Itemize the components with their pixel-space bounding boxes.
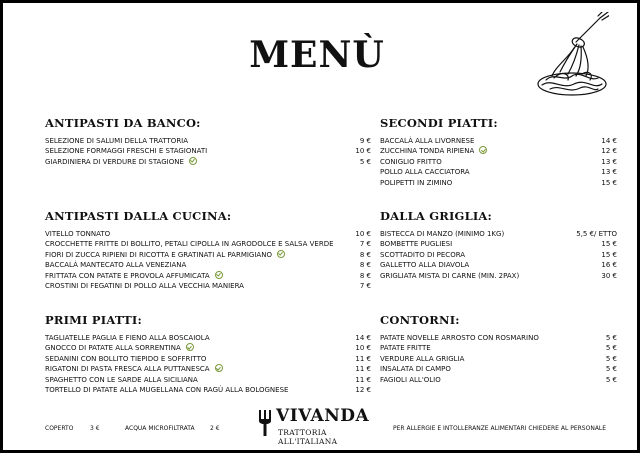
acqua-label: ACQUA MICROFILTRATA	[125, 425, 195, 432]
menu-item-price: 15 €	[601, 250, 617, 259]
menu-item-price: 5 €	[605, 334, 617, 342]
menu-item-price: 11 €	[355, 375, 371, 384]
fork-icon	[258, 410, 272, 436]
section-title: ANTIPASTI DA BANCO:	[45, 116, 201, 130]
menu-item-name	[380, 250, 465, 260]
menu-item	[380, 343, 617, 353]
menu-item-price: 8 €	[359, 250, 371, 259]
menu-item	[45, 281, 371, 291]
menu-item-price: 12 €	[355, 385, 371, 394]
menu-item-price: 5 €	[605, 344, 617, 353]
menu-item-label: GNOCCO DI PATATE ALLA SORRENTINA	[45, 344, 181, 353]
menu-item	[380, 229, 617, 239]
menu-item	[45, 250, 371, 260]
menu-item	[380, 271, 617, 281]
menu-item-price: 5 €	[605, 354, 617, 363]
menu-item-price: 10 €	[355, 344, 371, 353]
menu-item	[45, 375, 371, 385]
leaf-check-icon	[186, 343, 194, 351]
menu-item-name	[45, 343, 194, 353]
menu-item	[45, 146, 371, 156]
menu-item-price: 14 €	[601, 137, 617, 145]
menu-item-label: VITELLO TONNATO	[45, 230, 111, 238]
logo-name: VIVANDA	[276, 406, 370, 426]
leaf-check-icon	[189, 157, 197, 165]
menu-item	[380, 167, 617, 177]
acqua-price: 2 €	[210, 425, 220, 432]
menu-item-label: TAGLIATELLE PAGLIA E FIENO ALLA BOSCAIOLA	[45, 334, 210, 342]
menu-item-price: 13 €	[601, 168, 617, 177]
menu-item-name	[45, 157, 197, 167]
menu-item-name	[45, 271, 223, 281]
menu-item	[45, 333, 371, 343]
coperto-price: 3 €	[90, 425, 100, 432]
menu-item-name	[380, 333, 539, 343]
menu-item-label: CROCCHETTE FRITTE DI BOLLITO, PETALI CIPOLLA IN AGRODOLCE E SALSA VERDE	[45, 240, 334, 249]
menu-item	[380, 333, 617, 343]
section-secondi	[380, 116, 617, 188]
menu-item-label: GIARDINIERA DI VERDURE DI STAGIONE	[45, 157, 184, 166]
menu-item-label: PATATE FRITTE	[380, 344, 431, 353]
menu-item-price: 5 €	[605, 365, 617, 374]
menu-item	[45, 271, 371, 281]
menu-item-label: TORTELLO DI PATATE ALLA MUGELLANA CON RAGÙ ALLA BOLOGNESE	[45, 385, 289, 394]
section-title: SECONDI PIATTI:	[380, 116, 498, 130]
menu-item-label: SELEZIONE FORMAGGI FRESCHI E STAGIONATI	[45, 147, 208, 156]
menu-item	[45, 343, 371, 353]
menu-item-name	[380, 136, 474, 146]
menu-item-name	[380, 354, 464, 364]
allergy-note: PER ALLERGIE E INTOLLERANZE ALIMENTARI CHIEDERE AL PERSONALE	[393, 425, 607, 432]
menu-item-label: POLIPETTI IN ZIMINO	[380, 178, 453, 187]
leaf-check-icon	[215, 271, 223, 279]
section-title: PRIMI PIATTI:	[45, 313, 142, 327]
menu-item	[380, 146, 617, 156]
menu-item	[45, 364, 371, 374]
menu-item-label: GALLETTO ALLA DIAVOLA	[380, 261, 470, 270]
menu-item-name	[45, 136, 188, 146]
menu-item-price: 10 €	[355, 147, 371, 156]
leaf-check-icon	[479, 146, 487, 154]
menu-item-price: 8 €	[359, 261, 371, 270]
menu-item-price: 15 €	[601, 240, 617, 249]
menu-item-name	[380, 229, 504, 239]
menu-item-name	[45, 146, 207, 156]
spaghetti-fork-icon	[524, 12, 609, 100]
menu-item	[380, 239, 617, 249]
vivanda-logo	[258, 406, 388, 446]
menu-item-name	[45, 333, 210, 343]
menu-item-name	[45, 385, 288, 395]
menu-item-price: 13 €	[601, 157, 617, 166]
menu-item	[380, 178, 617, 188]
menu-item-price: 7 €	[359, 281, 371, 290]
menu-item	[45, 260, 371, 270]
menu-item-label: BACCALÀ ALLA LIVORNESE	[380, 137, 475, 145]
menu-item-name	[380, 157, 442, 167]
menu-item-price: 10 €	[355, 230, 371, 238]
menu-item-name	[45, 260, 186, 270]
menu-item-price: 11 €	[355, 365, 371, 374]
menu-item-price: 9 €	[359, 137, 371, 145]
menu-item-price: 5 €	[605, 375, 617, 384]
menu-item-name	[380, 239, 452, 249]
menu-item-price: 14 €	[355, 334, 371, 342]
menu-item-name	[45, 375, 198, 385]
menu-item-label: BACCALÀ MANTECATO ALLA VENEZIANA	[45, 261, 187, 270]
menu-item-name	[45, 239, 334, 249]
menu-item-price: 7 €	[359, 240, 371, 249]
menu-item-name	[380, 343, 431, 353]
menu-item-name	[380, 364, 451, 374]
section-title: DALLA GRIGLIA:	[380, 209, 493, 223]
menu-item	[380, 136, 617, 146]
logo-subtitle: TRATTORIA ALL'ITALIANA	[278, 428, 338, 446]
leaf-check-icon	[215, 364, 223, 372]
menu-item-name	[45, 281, 244, 291]
section-primi	[45, 313, 371, 395]
menu-item-price: 12 €	[601, 147, 617, 156]
menu-item-price: 8 €	[359, 271, 371, 280]
section-contorni	[380, 313, 617, 385]
menu-item-name	[380, 146, 487, 156]
section-antipasti-cucina	[45, 209, 371, 291]
menu-item-name	[45, 229, 110, 239]
menu-item-label: BOMBETTE PUGLIESI	[380, 240, 453, 249]
menu-item-name	[380, 271, 519, 281]
menu-item-label: FAGIOLI ALL'OLIO	[380, 375, 441, 384]
menu-item-label: VERDURE ALLA GRIGLIA	[380, 354, 465, 363]
menu-item	[380, 260, 617, 270]
menu-item-price: 5,5 €/ ETTO	[576, 230, 617, 238]
menu-item	[45, 136, 371, 146]
section-antipasti-banco	[45, 116, 371, 167]
menu-item-label: POLLO ALLA CACCIATORA	[380, 168, 470, 177]
menu-item-name	[380, 375, 441, 385]
menu-item	[380, 375, 617, 385]
menu-item-name	[45, 354, 206, 364]
menu-item	[380, 354, 617, 364]
menu-item-name	[45, 250, 285, 260]
menu-item	[380, 157, 617, 167]
menu-item-price: 5 €	[359, 157, 371, 166]
menu-item-label: INSALATA DI CAMPO	[380, 365, 451, 374]
section-title: ANTIPASTI DALLA CUCINA:	[45, 209, 232, 223]
menu-item-label: ZUCCHINA TONDA RIPIENA	[380, 147, 475, 156]
section-title: CONTORNI:	[380, 313, 460, 327]
menu-item	[45, 229, 371, 239]
menu-item-name	[380, 167, 470, 177]
menu-item-price: 15 €	[601, 178, 617, 187]
menu-item-label: GRIGLIATA MISTA DI CARNE (MIN. 2PAX)	[380, 271, 520, 280]
menu-item-label: PATATE NOVELLE ARROSTO CON ROSMARINO	[380, 334, 539, 342]
menu-item-label: SEDANINI CON BOLLITO TIEPIDO E SOFFRITTO	[45, 354, 207, 363]
menu-item-price: 30 €	[601, 271, 617, 280]
menu-item-name	[380, 260, 469, 270]
menu-item-label: CROSTINI DI FEGATINI DI POLLO ALLA VECCHIA MANIERA	[45, 281, 244, 290]
menu-item-label: FIORI DI ZUCCA RIPIENI DI RICOTTA E GRATINATI AL PARMIGIANO	[45, 250, 272, 259]
menu-item	[380, 250, 617, 260]
menu-item-label: SPAGHETTO CON LE SARDE ALLA SICILIANA	[45, 375, 198, 384]
menu-item-label: BISTECCA DI MANZO (MINIMO 1KG)	[380, 230, 505, 238]
menu-item	[45, 157, 371, 167]
menu-item-label: CONIGLIO FRITTO	[380, 157, 442, 166]
section-griglia	[380, 209, 617, 281]
menu-item-label: SCOTTADITO DI PECORA	[380, 250, 466, 259]
coperto-label: COPERTO	[45, 425, 74, 432]
menu-item-price: 16 €	[601, 261, 617, 270]
menu-item-label: SELEZIONE DI SALUMI DELLA TRATTORIA	[45, 137, 189, 145]
menu-item	[45, 239, 371, 249]
menu-item-price: 11 €	[355, 354, 371, 363]
menu-item-name	[380, 178, 452, 188]
menu-item-label: FRITTATA CON PATATE E PROVOLA AFFUMICATA	[45, 271, 210, 280]
menu-item	[380, 364, 617, 374]
menu-item-label: RIGATONI DI PASTA FRESCA ALLA PUTTANESCA	[45, 365, 210, 374]
leaf-check-icon	[277, 250, 285, 258]
menu-item	[45, 385, 371, 395]
menu-item-name	[45, 364, 223, 374]
menu-title: MENÙ	[249, 34, 385, 76]
menu-item	[45, 354, 371, 364]
